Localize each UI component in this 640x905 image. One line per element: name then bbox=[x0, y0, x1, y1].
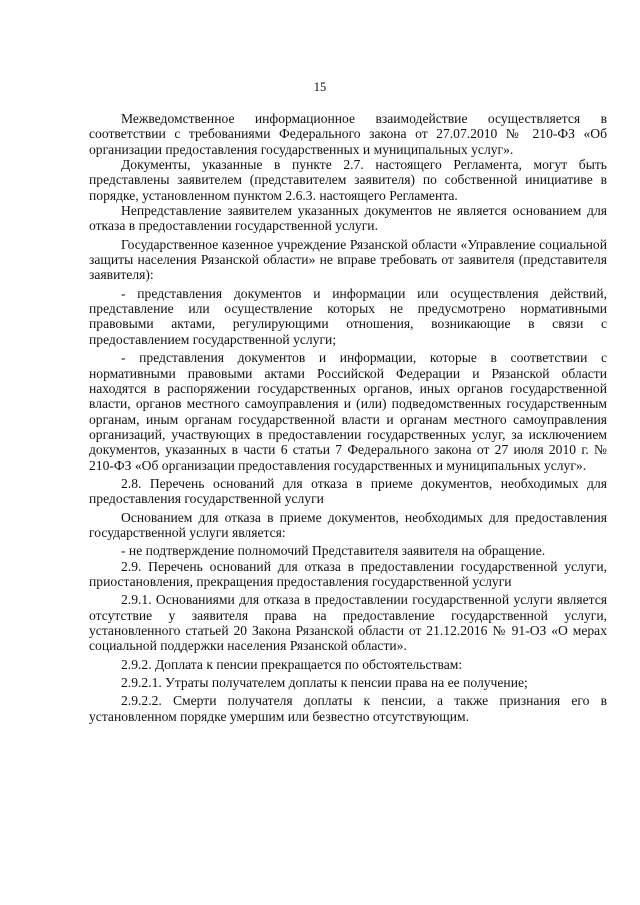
paragraph: - представления документов и информации, которые в соответствии с нормативными правовыми актами Российской Федерации и Рязанской области находятся в распоряжении государственных органов, иных органов государственной власти, органов местного самоуправления и (или) подведомственных государственным органам, иным органам государственной власти и органам местного самоуправления организаций, участвующих в предоставлении государственных услуг, за исключением документов, указанных в части 6 статьи 7 Федерального закона от 27 июля 2010 г. № 210-ФЗ «Об организации предоставления государственных и муниципальных услуг». bbox=[89, 350, 607, 473]
page-number: 15 bbox=[313, 80, 327, 94]
paragraph: 2.9.2. Доплата к пенсии прекращается по обстоятельствам: bbox=[121, 656, 463, 672]
section-heading: 2.8. Перечень оснований для отказа в приеме документов, необходимых для предоставления государственной услуги bbox=[89, 475, 607, 507]
document-body bbox=[89, 111, 607, 724]
paragraph: Государственное казенное учреждение Рязанской области «Управление социальной защиты населения Рязанской области» не вправе требовать от заявителя (представителя заявителя): bbox=[89, 236, 607, 283]
paragraph: Документы, указанные в пункте 2.7. настоящего Регламента, могут быть представлены заявителем (представителем заявителя) по собственной инициативе в порядке, установленном пунктом 2.6.3. настоящего Регламента. bbox=[89, 157, 607, 203]
section-heading: 2.9. Перечень оснований для отказа в предоставлении государственной услуги, приостановления, прекращения предоставления государственной услуги bbox=[89, 558, 607, 589]
paragraph: 2.9.2.2. Смерти получателя доплаты к пенсии, а также признания его в установленном порядке умершим или безвестно отсутствующим. bbox=[89, 693, 607, 724]
paragraph: 2.9.1. Основаниями для отказа в предоставлении государственной услуги является отсутствие у заявителя права на предоставление государственной услуги, установленного статьей 20 Закона Рязанской области от 21.12.2016 № 91-ОЗ «О мерах социальной поддержки населения Рязанской области». bbox=[89, 592, 607, 654]
paragraph: 2.9.2.1. Утраты получателем доплаты к пенсии права на ее получение; bbox=[121, 675, 528, 691]
paragraph: - представления документов и информации или осуществления действий, представление или осуществление которых не предусмотрено нормативными правовыми актами, регулирующими отношения, возникающие в связи с предоставлением государственной услуги; bbox=[89, 285, 607, 347]
paragraph: Непредставление заявителем указанных документов не является основанием для отказа в предоставлении государственной услуги. bbox=[89, 203, 607, 234]
paragraph: Межведомственное информационное взаимодействие осуществляется в соответствии с требованиями Федерального закона от 27.07.2010 № 210-ФЗ «Об организации предоставления государственных и муниципальных услуг». bbox=[89, 111, 607, 157]
paragraph: - не подтверждение полномочий Представителя заявителя на обращение. bbox=[121, 543, 546, 559]
paragraph: Основанием для отказа в приеме документов, необходимых для предоставления государственной услуги является: bbox=[89, 509, 607, 540]
